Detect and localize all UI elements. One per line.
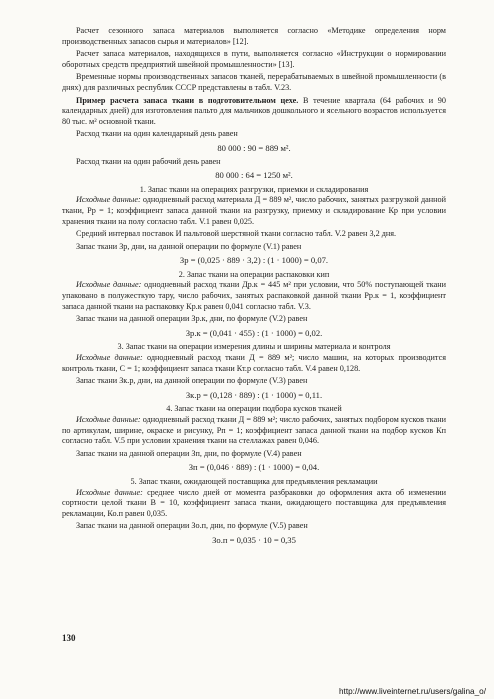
paragraph-lead: Исходные данные: [76, 195, 141, 205]
paragraph: Расход ткани на один календарный день равен [76, 129, 238, 139]
paragraph-lead: Исходные данные: [76, 415, 141, 424]
paragraph: Расчет запаса материалов, находящихся в пути, выполняется согласно «Инструкции о нормировании оборотных средств предприятий швейной промышленности» [13]. [62, 49, 446, 69]
paragraph: Запас ткани Зр, дни, на данной операции по формуле (V.1) равен [76, 241, 302, 251]
page-number: 130 [62, 633, 76, 643]
paragraph-text: В течение квартала (64 рабочих и 90 календарных дней) для изготовления пальто для мальчиков дошкольного и ясельного возрастов используется 80 тыс. м² основной ткани. [62, 95, 446, 126]
paragraph: Запас ткани на данной операции Зо.п, дни, по формуле (V.5) равен [76, 521, 308, 531]
paragraph: Расчет сезонного запаса материалов выполняется согласно «Методике определения норм производственных запасов сырья и материалов» [12]. [62, 26, 446, 46]
formula: Зр = (0,025 · 889 · 3,2) : (1 · 1000) = 0,07. [179, 255, 329, 266]
paragraph [62, 96, 446, 128]
formula: Зп = (0,046 · 889) : (1 · 1000) = 0,04. [188, 462, 320, 473]
paragraph-lead: Исходные данные: [76, 353, 143, 363]
paragraph: Расход ткани на один рабочий день равен [76, 156, 221, 166]
paragraph [62, 415, 446, 447]
page-body [62, 26, 446, 549]
paragraph-lead: Исходные данные: [76, 487, 143, 497]
paragraph: Запас ткани на данной операции Зп, дни, по формуле (V.4) равен [76, 448, 302, 458]
formula: Зр.к = (0,041 · 455) : (1 · 1000) = 0,02. [185, 327, 323, 338]
paragraph [62, 488, 446, 520]
paragraph-text: однодневный расход ткани Др.к = 445 м² при условии, что 50% поступающей ткани упаковано в полужесткую тару, число рабочих, занятых распаковкой данной ткани Рр.к = 1, коэффициент запаса данной ткани на распаковку Кр.к равен 0,041 согласно табл. V.3. [62, 280, 446, 311]
paragraph: Средний интервал поставок И пальтовой шерстяной ткани согласно табл. V.2 равен 3,2 дня. [76, 229, 397, 239]
paragraph-lead: Пример расчета запаса ткани в подготовительном цехе. [76, 95, 299, 105]
formula: 80 000 : 64 = 1250 м². [215, 170, 293, 181]
section-heading: 2. Запас ткани на операции распаковки кип [178, 269, 330, 279]
paragraph: Временные нормы производственных запасов тканей, перерабатываемых в швейной промышленности (в днях) для различных республик СССР представлены в табл. V.23. [62, 72, 446, 92]
paragraph-text: однодневный расход ткани Д = 889 м²; число рабочих, занятых подбором кусков ткани по артикулам, ширине, окраске и рисунку, Рп = 1; коэффициент запаса данной ткани на подбор кусков Кп согласно табл. V.5 при условии хранения ткани на стеллажах равен 0,046. [62, 415, 446, 446]
watermark-url: http://www.liveinternet.ru/users/galina_o/ [339, 687, 486, 696]
paragraph-text: однодневный расход материала Д = 889 м², число рабочих, занятых разгрузкой данной ткани, Рр = 1; коэффициент запаса данной ткани на разгрузку, приемку и складирование Кр при условии хранения ткани на полу согласно табл. V.1 равен 0,025. [62, 195, 446, 226]
paragraph [62, 195, 446, 227]
section-heading: 4. Запас ткани на операции подбора кусков тканей [166, 404, 342, 414]
paragraph [62, 353, 446, 374]
formula: Зо.п = 0,035 · 10 = 0,35 [212, 534, 296, 545]
paragraph [62, 280, 446, 312]
paragraph: Запас ткани Зк.р, дни, на данной операции по формуле (V.3) равен [76, 376, 308, 386]
section-heading: 3. Запас ткани на операции измерения длины и ширины материала и контроля [117, 342, 391, 352]
paragraph: Запас ткани на данной операции Зр.к, дни, по формуле (V.2) равен [76, 314, 308, 324]
paragraph-text: среднее число дней от момента разбраковки до оформления акта об изменении сортности целой ткани В = 10, коэффициент запаса ткани, ожидающего поставщика для предъявления рекламации, Ко.п равен 0,035. [62, 487, 446, 518]
section-heading: 1. Запас ткани на операциях разгрузки, приемки и складирования [139, 184, 369, 194]
paragraph-text: однодневный расход ткани Д = 889 м²; число машин, на которых производится контроль ткани, С = 1; коэффициент запаса ткани Кт.р согласно табл. V.4 равен 0,128. [62, 353, 446, 373]
paragraph-lead: Исходные данные: [76, 280, 142, 290]
formula: 80 000 : 90 = 889 м². [217, 142, 291, 153]
section-heading: 5. Запас ткани, ожидающей поставщика для предъявления рекламации [130, 476, 378, 486]
formula: Зк.р = (0,128 · 889) : (1 · 1000) = 0,11. [185, 389, 323, 400]
